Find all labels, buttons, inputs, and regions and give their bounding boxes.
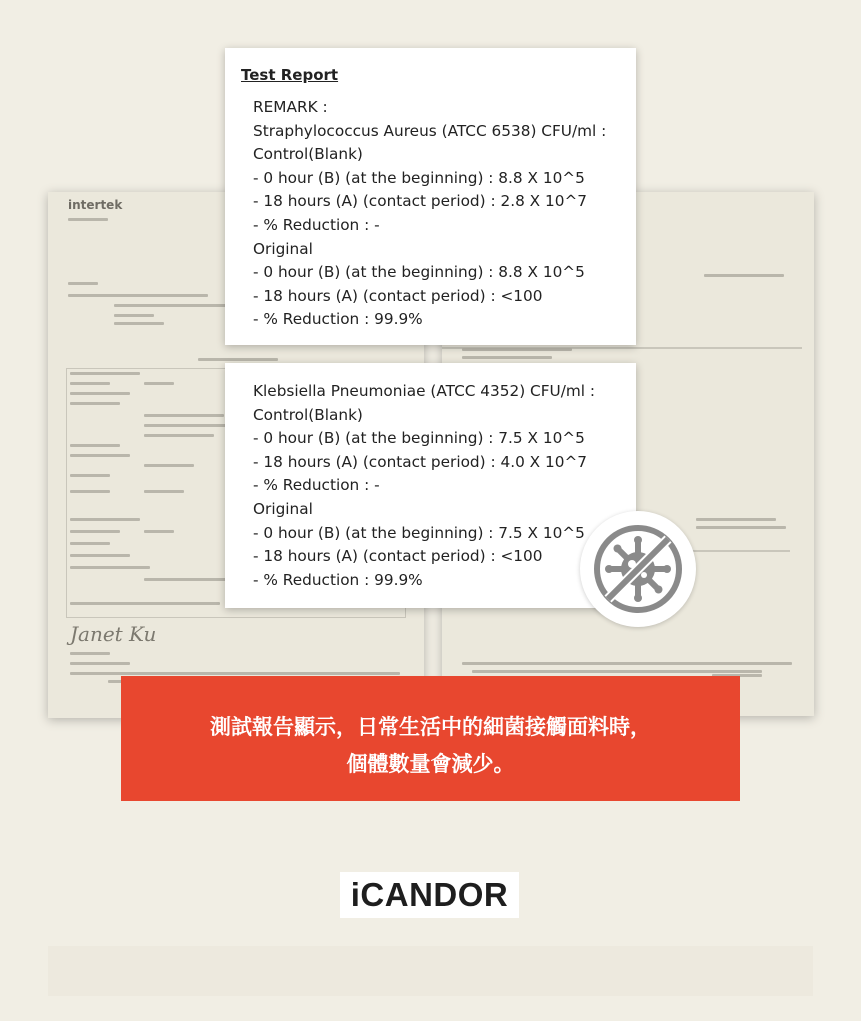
klebsiella-results xyxy=(253,380,595,592)
signature: Janet Ku xyxy=(70,622,157,646)
control-0-hour: - 0 hour (B) (at the beginning) : 7.5 X 10^5 xyxy=(253,429,585,448)
control-reduction: - % Reduction : - xyxy=(253,215,380,234)
result-summary-banner xyxy=(121,676,740,801)
test-report-card-klebsiella xyxy=(225,363,636,608)
banner-line-1: 測試報告顯示，日常生活中的細菌接觸面料時， xyxy=(210,715,651,739)
control-label: Control(Blank) xyxy=(253,405,363,424)
original-label: Original xyxy=(253,499,313,518)
staphylococcus-results xyxy=(253,96,606,332)
original-label: Original xyxy=(253,239,313,258)
banner-line-2: 個體數量會減少。 xyxy=(346,752,515,776)
control-label: Control(Blank) xyxy=(253,145,363,164)
anti-bacteria-badge xyxy=(580,511,696,627)
original-reduction: - % Reduction : 99.9% xyxy=(253,310,423,329)
brand-logo: iCANDOR xyxy=(340,872,519,918)
control-reduction: - % Reduction : - xyxy=(253,476,380,495)
footer-band xyxy=(48,946,813,996)
bacteria-name: Straphylococcus Aureus (ATCC 6538) CFU/ml : xyxy=(253,121,607,140)
original-18-hours: - 18 hours (A) (contact period) : <100 xyxy=(253,286,543,305)
remark-label: REMARK : xyxy=(253,98,328,116)
original-18-hours: - 18 hours (A) (contact period) : <100 xyxy=(253,547,543,566)
control-0-hour: - 0 hour (B) (at the beginning) : 8.8 X 10^5 xyxy=(253,168,585,187)
bacteria-name: Klebsiella Pneumoniae (ATCC 4352) CFU/ml : xyxy=(253,382,596,400)
control-18-hours: - 18 hours (A) (contact period) : 4.0 X 10^7 xyxy=(253,452,588,471)
original-0-hour: - 0 hour (B) (at the beginning) : 8.8 X 10^5 xyxy=(253,263,585,282)
original-0-hour: - 0 hour (B) (at the beginning) : 7.5 X 10^5 xyxy=(253,523,585,542)
test-report-title: Test Report xyxy=(241,66,339,84)
original-reduction: - % Reduction : 99.9% xyxy=(253,570,423,589)
control-18-hours: - 18 hours (A) (contact period) : 2.8 X 10^7 xyxy=(253,192,588,211)
intertek-logo: intertek xyxy=(68,198,123,212)
no-bacteria-icon xyxy=(588,519,688,619)
test-report-card-staphylococcus xyxy=(225,48,636,345)
